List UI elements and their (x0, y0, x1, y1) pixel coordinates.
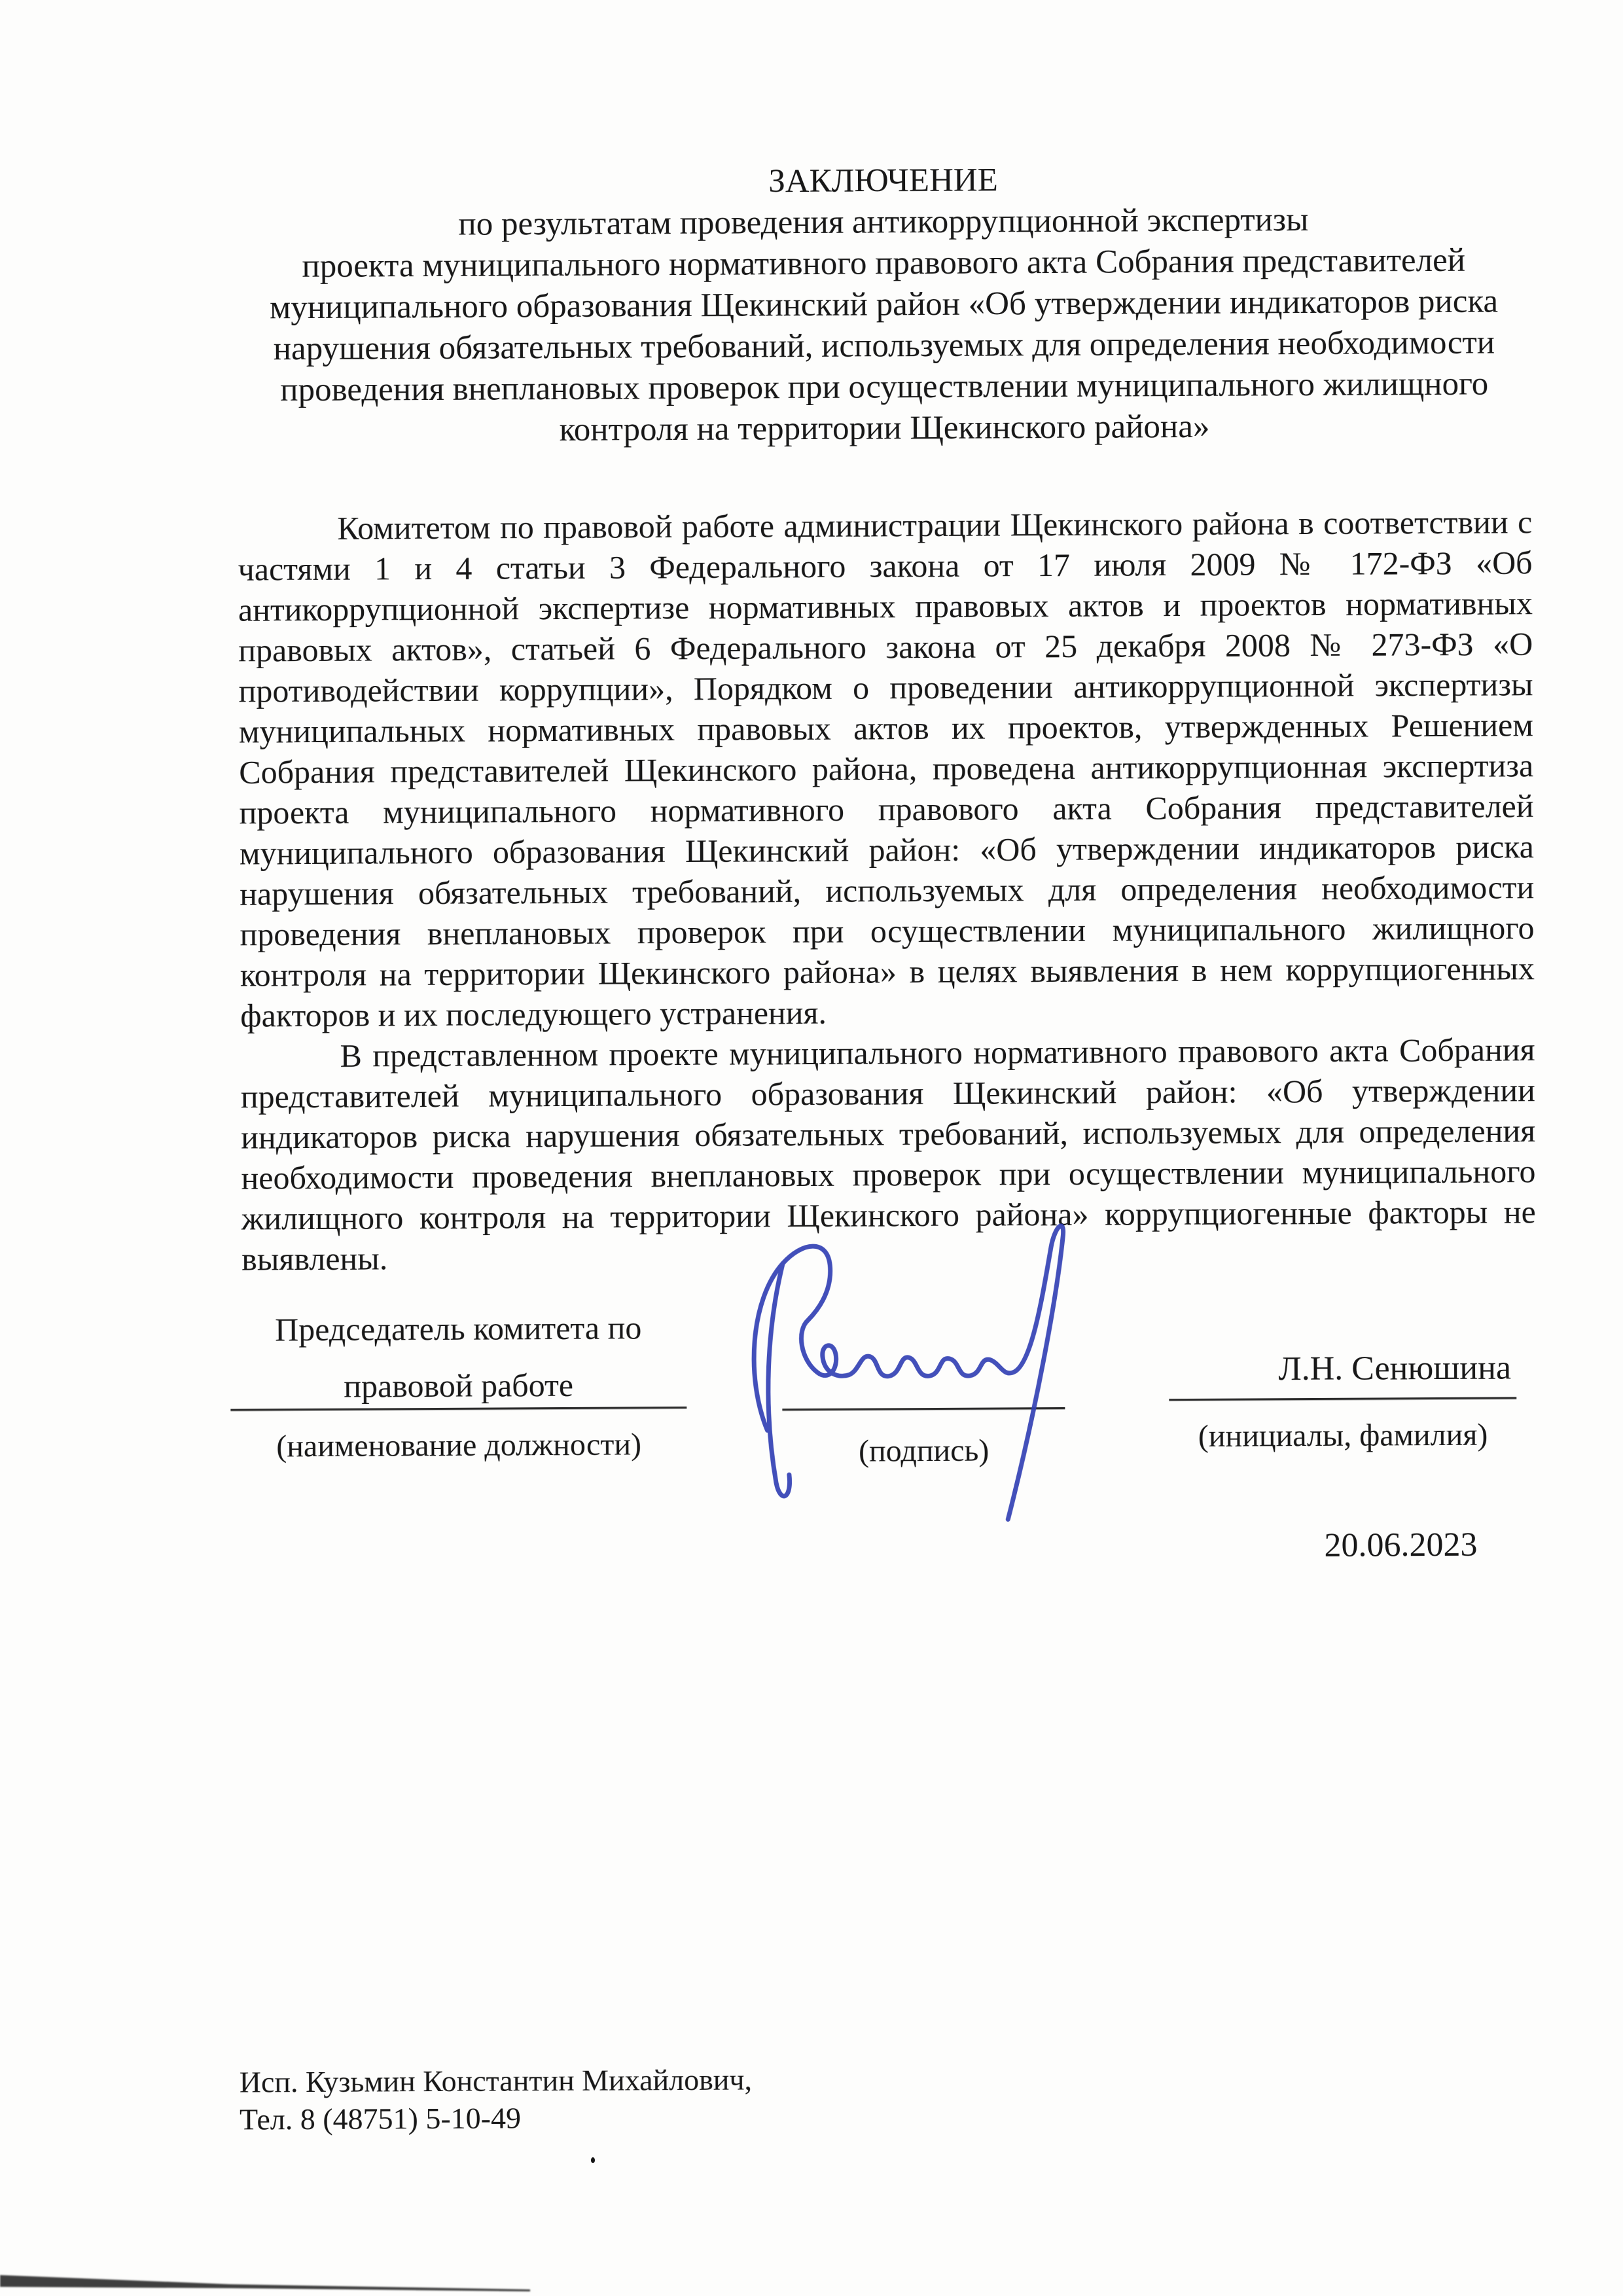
signature-caption: (подпись) (858, 1433, 990, 1469)
body-paragraph: Комитетом по правовой работе администрации Щекинского района в соответствии с частями 1 и 4 статьи 3 Федерального закона от 17 июля 2009 № 172-ФЗ «Об антикоррупционной экспертизе нормативных правовых актов и проектов нормативных правовых актов», статьей 6 Федерального закона от 25 декабря 2008 № 273-ФЗ «О противодействии коррупции», Порядком о проведении антикоррупционной экспертизы муниципальных нормативных правовых актов их проектов, утвержденных Решением Собрания представителей Щекинского района, проведена антикоррупционная экспертиза проекта муниципального нормативного правового акта Собрания представителей муниципального образования Щекинский район: «Об утверждении индикаторов риска нарушения обязательных требований, используемых для определения необходимости проведения внеплановых проверок при осуществлении муниципального жилищного контроля на территории Щекинского района» в целях выявления в нем коррупциогенных факторов и их последующего устранения. (238, 503, 1535, 1034)
executor-phone-line: Тел. 8 (48751) 5-10-49 (239, 2101, 522, 2136)
executor-note (240, 2060, 753, 2138)
document-date: 20.06.2023 (1324, 1526, 1478, 1564)
handwritten-signature (704, 1206, 1112, 1535)
title-line: по результатам проведения антикоррупционной экспертизы (458, 202, 1309, 243)
position-caption: (наименование должности) (276, 1427, 642, 1464)
name-caption: (инициалы, фамилия) (1198, 1417, 1488, 1454)
title-line: проведения внеплановых проверок при осуществлении муниципального жилищного (280, 365, 1489, 409)
ink-dot-artifact (591, 2157, 595, 2163)
body-paragraph: В представленном проекте муниципального нормативного правового акта Собрания представителей муниципального образования Щекинский район: «Об утверждении индикаторов риска нарушения обязательных требований, используемых для определения необходимости проведения внеплановых проверок при осуществлении муниципального жилищного контроля на территории Щекинского района» коррупциогенные факторы не выявлены. (240, 1031, 1536, 1278)
signer-name: Л.Н. Сенюшина (1278, 1349, 1512, 1388)
signer-position-label (230, 1299, 687, 1416)
title-line: проекта муниципального нормативного правового акта Собрания представителей (302, 242, 1466, 285)
title-line: ЗАКЛЮЧЕНИЕ (768, 162, 998, 200)
title-line: нарушения обязательных требований, используемых для определения необходимости (273, 324, 1495, 368)
title-line: муниципального образования Щекинский район «Об утверждении индикаторов риска (269, 283, 1499, 327)
document-title (236, 157, 1531, 452)
document-body (238, 501, 1536, 1279)
executor-name-line: Исп. Кузьмин Константин Михайлович, (239, 2062, 753, 2099)
scan-streak-artifact (0, 2270, 589, 2296)
signer-position-line: правовой работе (344, 1366, 574, 1405)
signer-position-line: Председатель комитета по (274, 1309, 642, 1348)
title-line: контроля на территории Щекинского района» (559, 408, 1210, 449)
name-underline (1169, 1397, 1516, 1401)
